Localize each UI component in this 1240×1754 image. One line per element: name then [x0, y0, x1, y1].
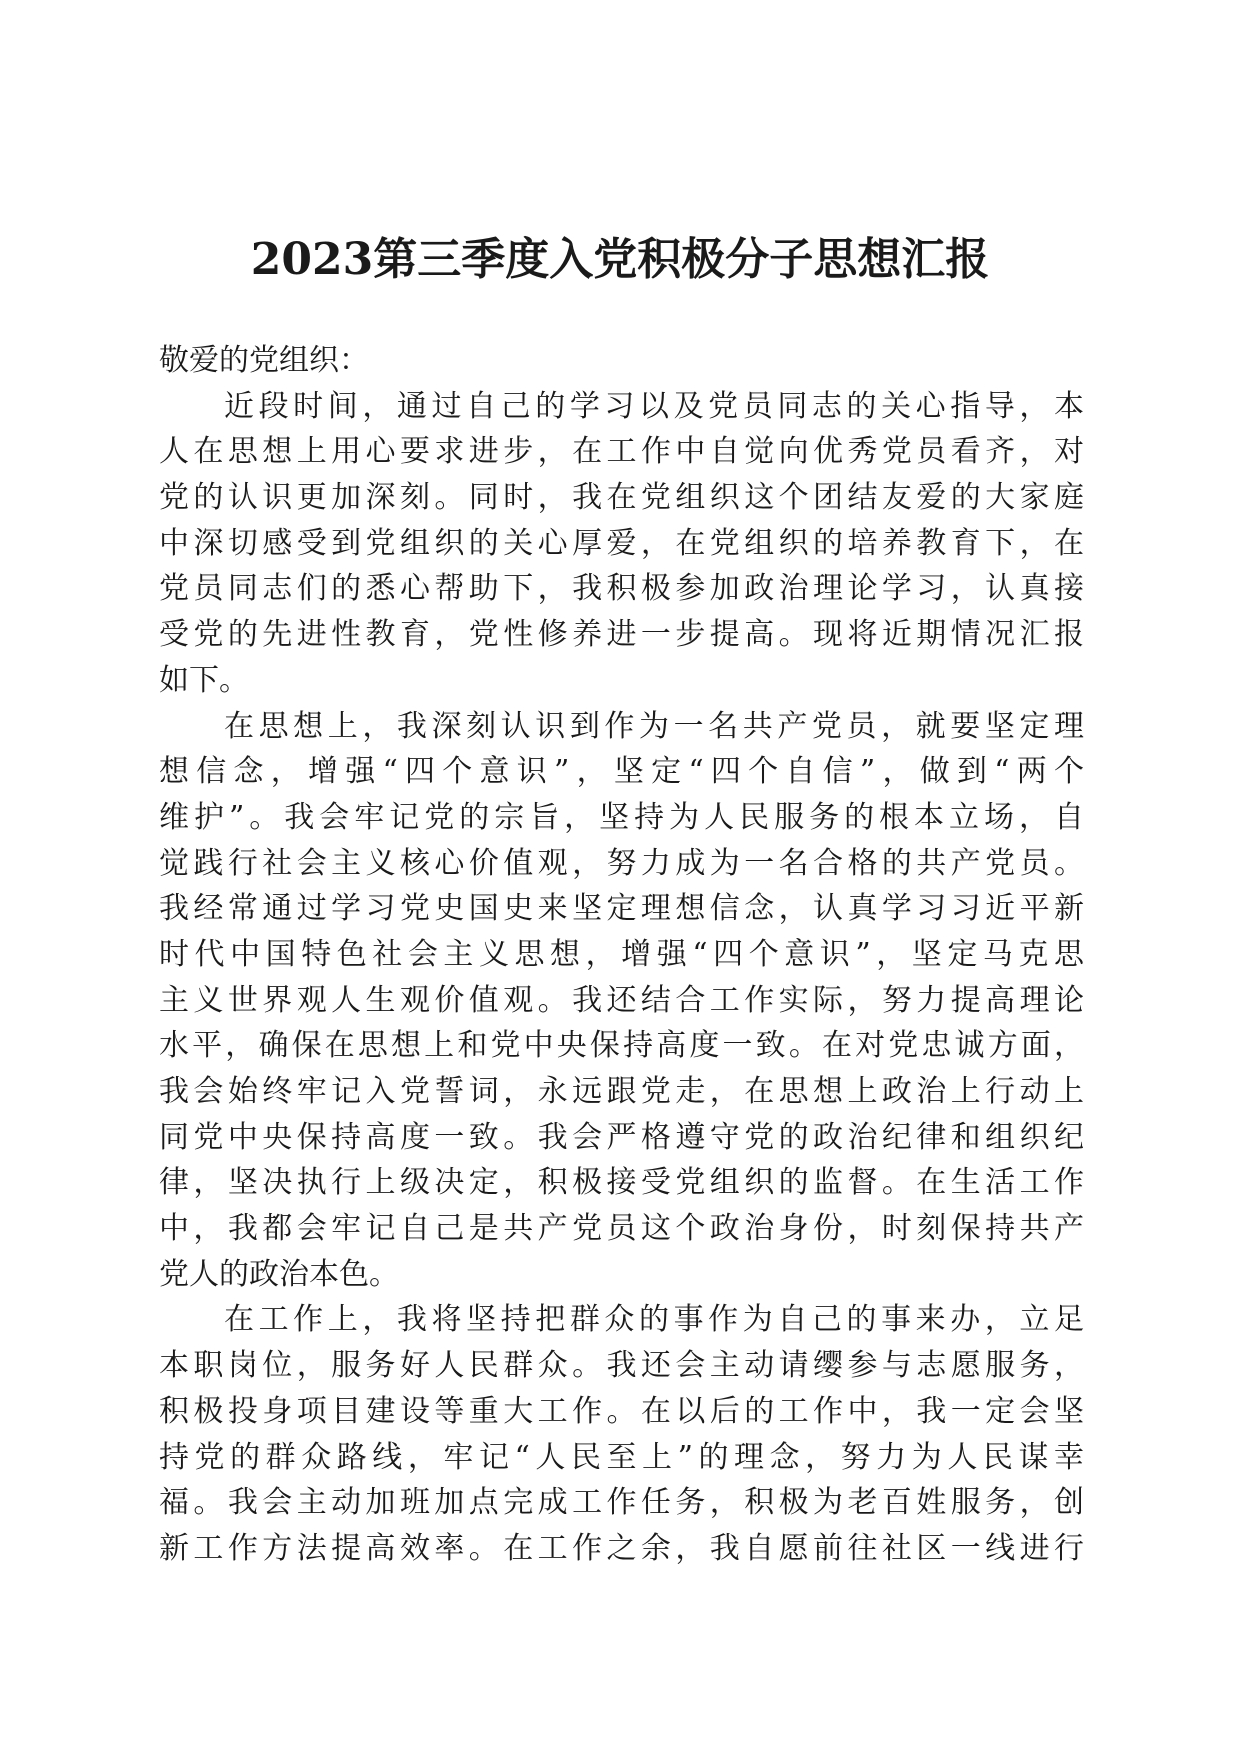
paragraph-line: 时代中国特色社会主义思想，增强“四个意识”，坚定马克思 — [159, 936, 1084, 972]
paragraph-line: 在思想上，我深刻认识到作为一名共产党员，就要坚定理 — [224, 708, 1084, 744]
paragraph-line: 福。我会主动加班加点完成工作任务，积极为老百姓服务，创 — [159, 1485, 1084, 1521]
paragraph-line: 如下。 — [159, 662, 249, 698]
paragraph-line: 我会始终牢记入党誓词，永远跟党走，在思想上政治上行动上 — [159, 1074, 1084, 1109]
paragraph-line: 党员同志们的悉心帮助下，我积极参加政治理论学习，认真接 — [159, 571, 1084, 607]
paragraph-line: 同党中央保持高度一致。我会严格遵守党的政治纪律和组织纪 — [159, 1119, 1084, 1155]
paragraph-line: 党人的政治本色。 — [159, 1256, 399, 1292]
paragraph-line: 本职岗位，服务好人民群众。我还会主动请缨参与志愿服务， — [159, 1348, 1084, 1384]
paragraph-line: 中，我都会牢记自己是共产党员这个政治身份，时刻保持共产 — [159, 1211, 1084, 1247]
paragraph-line: 人在思想上用心要求进步，在工作中自觉向优秀党员看齐，对 — [159, 434, 1084, 470]
paragraph-line: 近段时间，通过自己的学习以及党员同志的关心指导，本 — [224, 388, 1084, 424]
paragraph-line: 觉践行社会主义核心价值观，努力成为一名合格的共产党员。 — [159, 845, 1084, 881]
salutation-line: 敬爱的党组织： — [159, 343, 369, 378]
paragraph-line: 维护”。我会牢记党的宗旨，坚持为人民服务的根本立场，自 — [159, 799, 1084, 835]
paragraph-line: 在工作上，我将坚持把群众的事作为自己的事来办，立足 — [224, 1302, 1084, 1338]
paragraph-line: 新工作方法提高效率。在工作之余，我自愿前往社区一线进行 — [159, 1530, 1084, 1566]
paragraph-line: 水平，确保在思想上和党中央保持高度一致。在对党忠诚方面， — [159, 1028, 1084, 1064]
paragraph-line: 主义世界观人生观价值观。我还结合工作实际，努力提高理论 — [159, 982, 1084, 1018]
paragraph-line: 党的认识更加深刻。同时，我在党组织这个团结友爱的大家庭 — [159, 480, 1084, 516]
paragraph-line: 想信念，增强“四个意识”，坚定“四个自信”，做到“两个 — [159, 754, 1084, 790]
paragraph-line: 持党的群众路线，牢记“人民至上”的理念，努力为人民谋幸 — [159, 1439, 1084, 1475]
paragraph-line: 律，坚决执行上级决定，积极接受党组织的监督。在生活工作 — [159, 1165, 1084, 1201]
paragraph-line: 我经常通过学习党史国史来坚定理想信念，认真学习习近平新 — [159, 891, 1084, 927]
document-body — [159, 338, 1084, 1572]
paragraph-line: 受党的先进性教育，党性修养进一步提高。现将近期情况汇报 — [159, 617, 1084, 653]
paragraph-line: 积极投身项目建设等重大工作。在以后的工作中，我一定会坚 — [159, 1393, 1084, 1429]
document-title: 2023第三季度入党积极分子思想汇报 — [250, 234, 990, 285]
paragraph-line: 中深切感受到党组织的关心厚爱，在党组织的培养教育下，在 — [159, 525, 1084, 561]
